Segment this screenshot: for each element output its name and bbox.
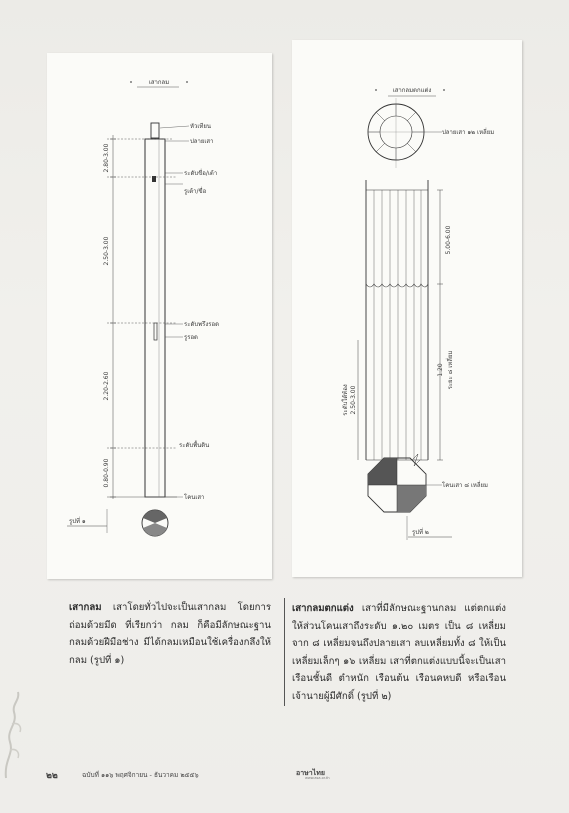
dimension-label: 2.50-3.00 [350,385,357,415]
dimension-label: 2.80-3.00 [103,143,110,173]
label-post-base: โคนเสา [184,494,205,501]
paragraph-heading: เสากลม [69,602,102,613]
figure-caption: รูปที่ ๑ [69,518,86,525]
issue-info: ฉบับที่ ๑๑๖ พฤศจิกายน - ธันวาคม ๒๕๕๖ [82,771,199,779]
label-post-end: ปลายเสา [190,138,214,145]
publication-url: www.asa.or.th [305,776,330,780]
paragraph-body: เสาที่มีลักษณะฐานกลม แต่ตกแต่งให้ส่วนโคนเสาถึงระดับ ๑.๒๐ เมตร เป็น ๘ เหลี่ยม จาก ๘ เหลี่ยมจนถึงปลายเสา ลบเหลี่ยมทั้ง ๘ ให้เป็นเหลี่ยมเล็กๆ ๑๖ เหลี่ยม เสาที่ตกแต่งแบบนี้จะเป็นเสาเรือนชั้นดี ตำหนัก เรือนต้น เรือนคหบดี หรือเรือนเจ้านายผู้มีศักดิ์ (รูปที่ ๒) [292,603,506,702]
dimension-label: 1.20 [437,363,444,377]
thai-ornament-decoration [0,690,40,780]
label-beam-hole: รูเต้า/ขื่อ [184,188,207,195]
paragraph-decorated-post [292,600,506,706]
page-number: ๒๒ [46,771,58,781]
label-beam-level: ระดับขื่อ/เต้า [184,170,218,177]
column-divider [284,598,285,706]
label-joist-level: ระดับพรึงรอด [184,321,219,328]
label-joist-hole: รูรอด [184,334,198,341]
dimension-label: 0.80-0.90 [103,458,110,488]
label-base-section: โคนเสา ๘ เหลี่ยม [442,482,489,489]
publication-logo: อาษาไทย [296,769,325,777]
dimension-label: ระยะ ๘ เหลี่ยม [447,350,454,390]
page-footer [46,768,526,782]
label-top-section: ปลายเสา ๑๒ เหลี่ยม [442,129,495,136]
label-ground-level: ระดับพื้นดิน [179,442,210,449]
label-post-top: หัวเทียน [190,123,211,130]
figure-round-post [47,53,272,579]
decorated-post-drawing [292,40,522,577]
label-underside-level: ระดับใต้ท้อง [342,384,349,416]
figure-decorated-round-post [292,40,522,577]
dimension-label: 2.20-2.60 [103,371,110,401]
figure-caption: รูปที่ ๒ [412,529,429,536]
dimension-label: 2.50-3.00 [103,236,110,266]
paragraph-round-post [69,599,271,669]
paragraph-body: เสาโดยทั่วไปจะเป็นเสากลม โดยการถ่อมด้วยมีด ที่เรียกว่า กลม ก็คือมีลักษณะฐานกลมด้วยฝีมือช่าง มีได้กลมเหมือนใช้เครื่องกลึงให้กลม (รูปที่ ๑) [69,602,271,666]
round-post-drawing [47,53,272,579]
figure-title: เสากลม [148,79,170,86]
dimension-label: 5.00-6.00 [445,225,452,255]
paragraph-heading: เสากลมตกแต่ง [292,603,354,614]
figure-title: เสากลมตกแต่ง [392,87,432,94]
